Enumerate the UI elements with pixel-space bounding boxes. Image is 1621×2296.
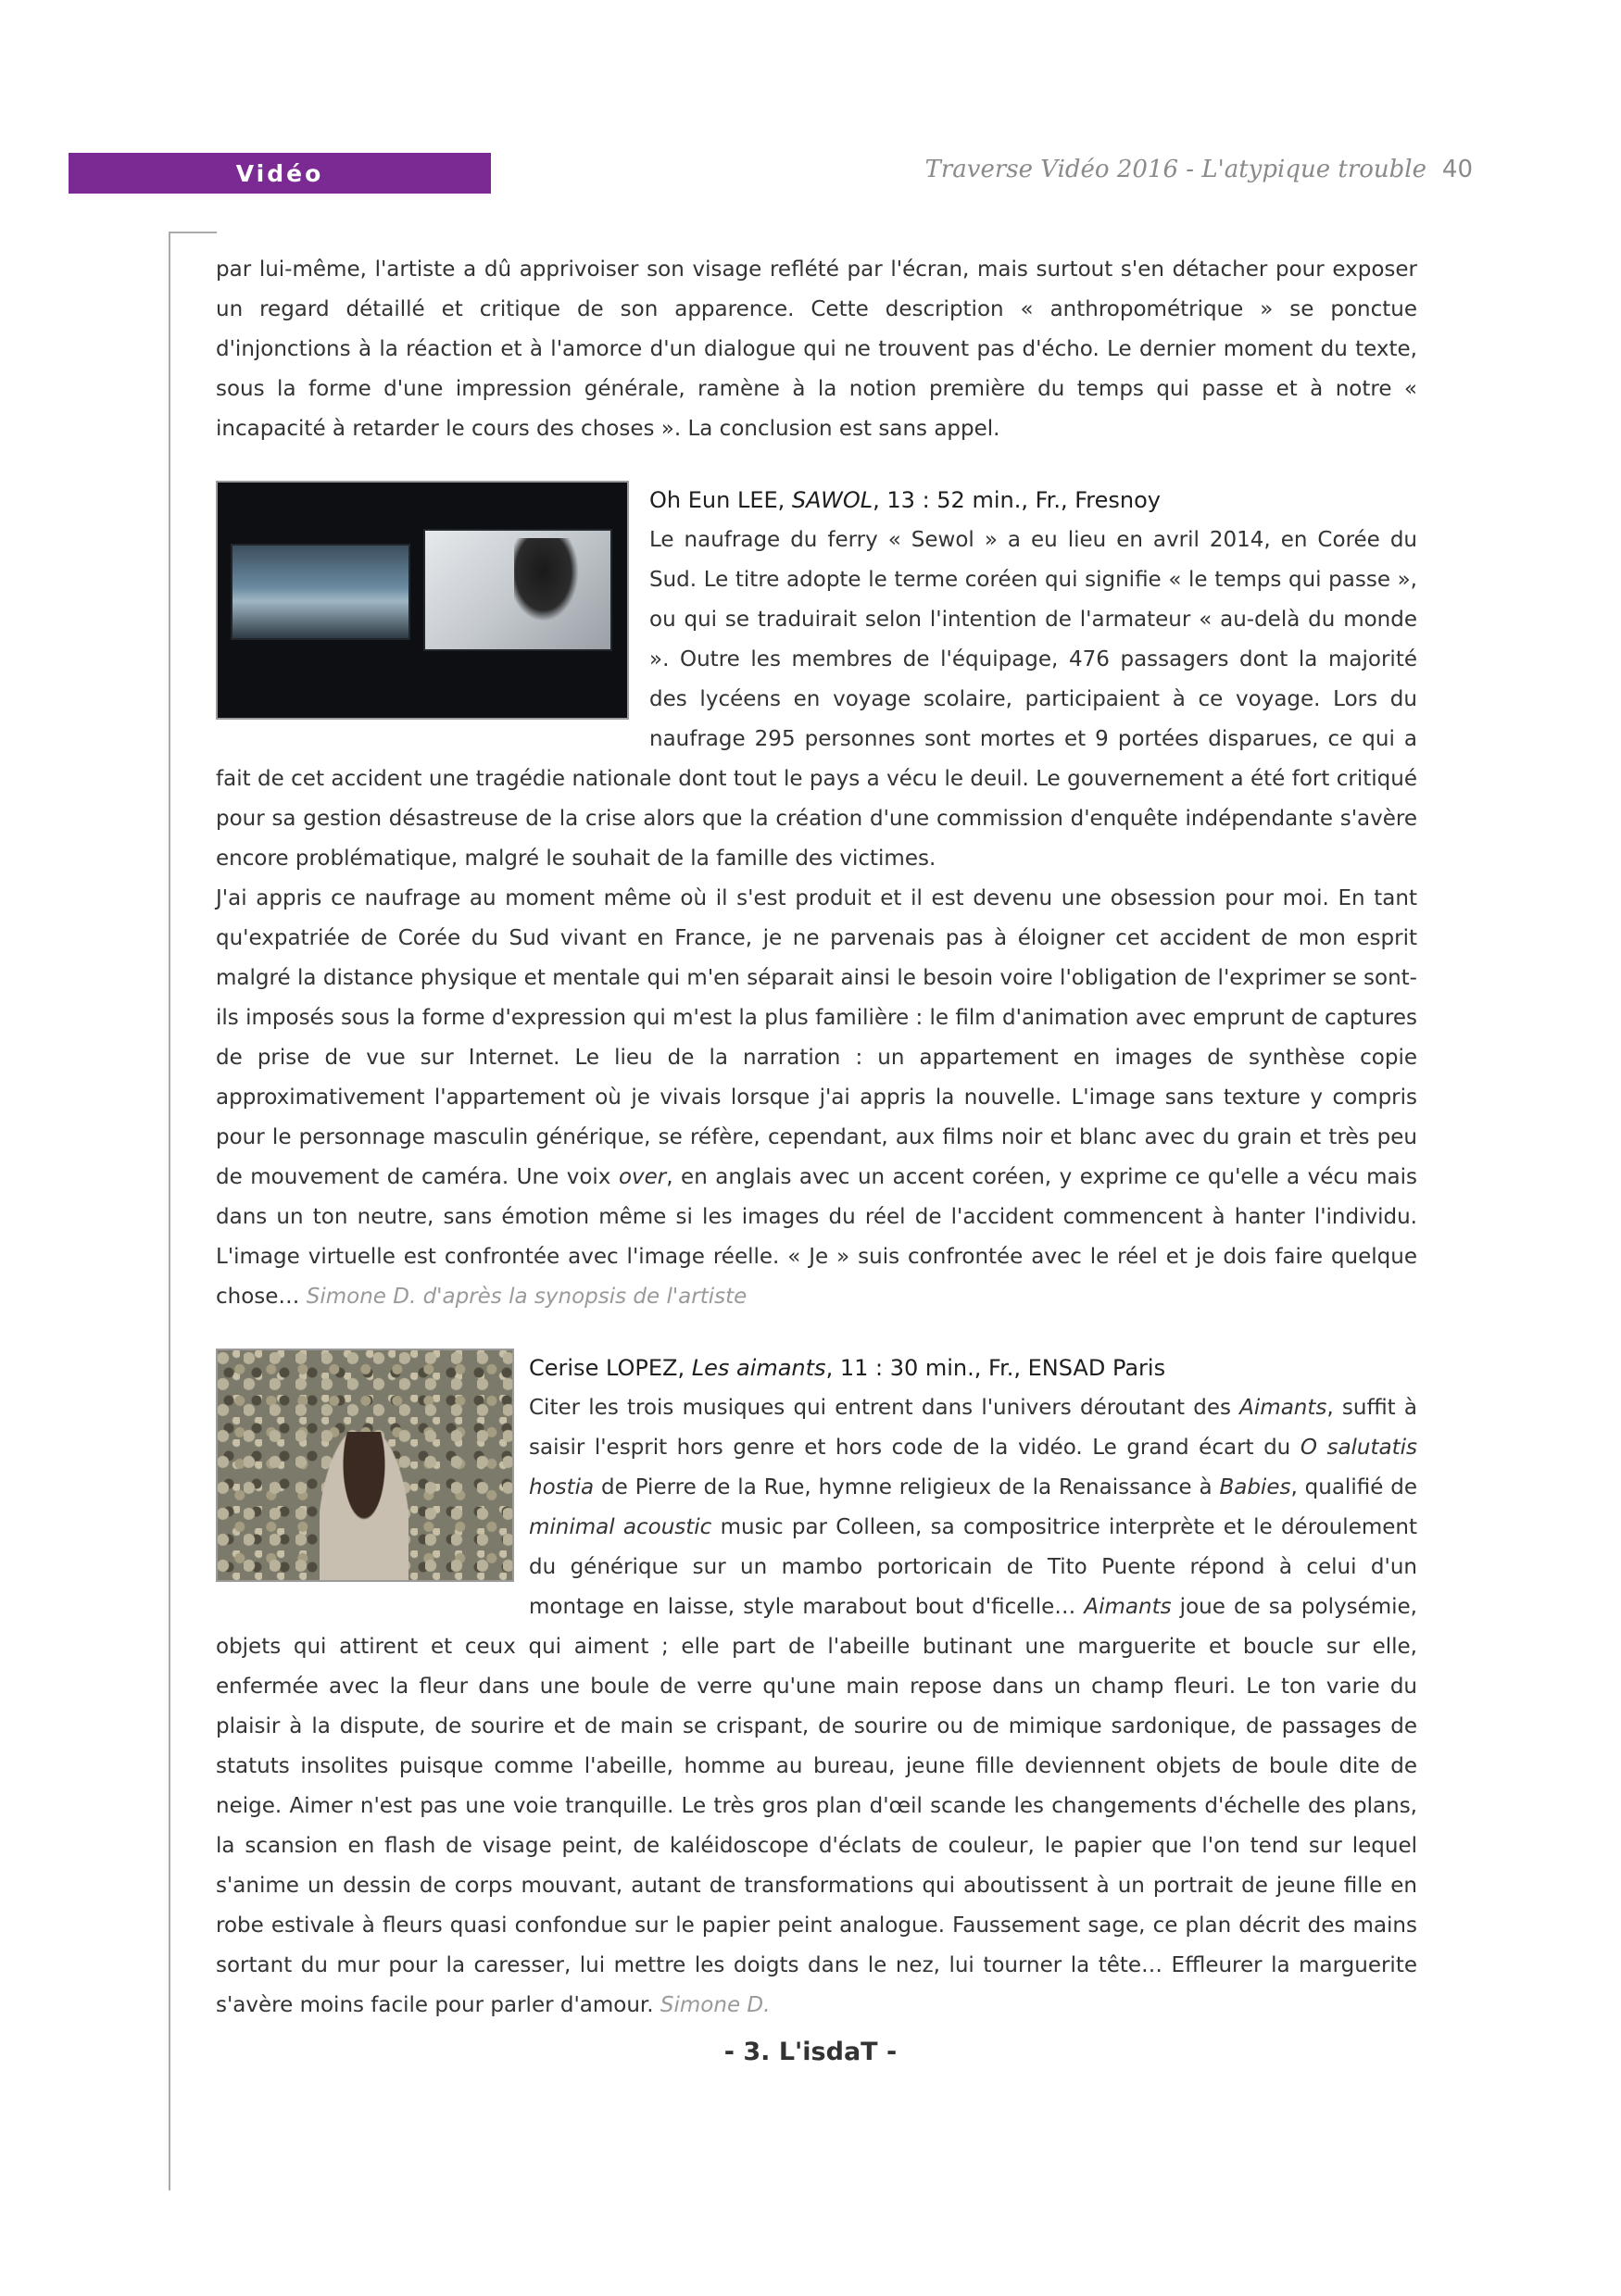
intro-paragraph: par lui-même, l'artiste a dû apprivoiser son visage reflété par l'écran, mais surtout s'en détacher pour exposer un regard détaillé et critique de son apparence. Cette description « anthropométrique » se ponctue d'injonctions à la réaction et à l'amorce d'un dialogue qui ne trouvent pas d'écho. Le dernier moment du texte, sous la forme d'une impression générale, ramène à la notion première du temps qui passe et à notre « incapacité à retarder le cours des choses ». La conclusion est sans appel.: [216, 257, 1417, 441]
text-run: joue de sa polysémie, objets qui attirent et ceux qui aiment ; elle part de l'abeille butinant une marguerite et boucle sur elle, enfermée avec la fleur dans une boule de verre qu'une main repose dans un champ fleuri. Le ton varie du plaisir à la dispute, de sourire et de main se crispant, de sourire ou de mimique sardonique, de passages de statuts insolites puisque comme l'abeille, homme au bureau, jeune fille deviennent objets de boule dite de neige. Aimer n'est pas une voie tranquille. Le très gros plan d'œil scande les changements d'échelle des plans, la scansion en flash de visage peint, de kaléidoscope d'éclats de couleur, le papier que l'on tend sur lequel s'anime un dessin de corps mouvant, autant de transformations qui aboutissent à un portrait de jeune fille en robe estivale à fleurs quasi confondue sur le papier peint analogue. Faussement sage, ce plan décrit des mains sortant du mur pour la caresser, lui mettre les doigts dans le nez, lui tourner la tête… Effleurer la marguerite s'avère moins facile pour parler d'amour.: [216, 1595, 1417, 2017]
sawol-credit: Simone D. d'après la synopsis de l'artiste: [306, 1285, 748, 1309]
entry-artist: Cerise LOPEZ,: [529, 1355, 692, 1381]
text-run: , en anglais avec un accent coréen, y exprime ce qu'elle a vécu mais dans un ton neutre, sans émotion même si les images du réel de l'accident commencent à hanter l'individu. L'image virtuelle est confrontée avec l'image réelle. « Je » suis confrontée avec le réel et je dois faire quelque chose…: [216, 1165, 1417, 1309]
text-emphasis: minimal acoustic: [529, 1515, 712, 1539]
entry-sawol: [216, 481, 1417, 1317]
margin-tick: [169, 232, 217, 233]
text-run: , suffit à saisir l'esprit hors genre et hors code de la vidéo. Le grand écart du: [529, 1396, 1417, 1460]
sawol-paragraph-1: Le naufrage du ferry « Sewol » a eu lieu en avril 2014, en Corée du Sud. Le titre adopte le terme coréen qui signifie « le temps qui passe », ou qui se traduirait selon l'intention de l'armateur « au-delà du monde ». Outre les membres de l'équipage, 476 passagers dont la majorité des lycéens en voyage scolaire, participaient à ce voyage. Lors du naufrage 295 personnes sont mortes et 9 portées disparues, ce qui a fait de cet accident une tragédie nationale dont tout le pays a vécu le deuil. Le gouvernement a été fort critiqué pour sa gestion désastreuse de la crise alors que la création d'une commission d'enquête indépendante s'avère encore problématique, malgré le souhait de la famille des victimes.: [216, 528, 1417, 871]
sawol-silhouette: [514, 538, 579, 621]
entry-les-aimants: [216, 1349, 1417, 2026]
les-aimants-still-image: [216, 1349, 514, 1582]
sawol-left-window: [231, 544, 410, 640]
text-emphasis: Aimants: [1239, 1396, 1327, 1420]
text-run: de Pierre de la Rue, hymne religieux de la Renaissance à: [594, 1475, 1220, 1499]
section-label: Vidéo: [69, 153, 491, 194]
text-run: , qualifié de: [1290, 1475, 1418, 1499]
entry-details: , 13 : 52 min., Fr., Fresnoy: [873, 487, 1161, 513]
sawol-still-image: [216, 481, 629, 720]
article-body: [216, 250, 1417, 2026]
entry-work-title: Les aimants: [691, 1355, 826, 1381]
margin-rule: [169, 232, 170, 2190]
les-aimants-credit: Simone D.: [660, 1993, 771, 2017]
text-emphasis: Babies: [1219, 1475, 1291, 1499]
text-run: music par Colleen, sa compositrice interprète et le déroulement du générique sur un mambo portoricain de Tito Puente répond à celui d'un montage en laisse, style marabout bout d'ficelle…: [529, 1515, 1418, 1619]
entry-details: , 11 : 30 min., Fr., ENSAD Paris: [825, 1355, 1166, 1381]
text-run: J'ai appris ce naufrage au moment même où il s'est produit et il est devenu une obsession pour moi. En tant qu'expatriée de Corée du Sud vivant en France, je ne parvenais pas à éloigner cet accident de mon esprit malgré la distance physique et mentale qui m'en séparait ainsi le besoin voire l'obligation de l'exprimer se sont-ils imposés sous la forme d'expression qui m'est la plus familière : le film d'animation avec emprunt de captures de prise de vue sur Internet. Le lieu de la narration : un appartement en images de synthèse copie approximativement l'appartement où je vivais lorsque j'ai appris la nouvelle. L'image sans texture y compris pour le personnage masculin générique, se réfère, cependant, aux films noir et blanc avec du grain et très peu de mouvement de caméra. Une voix: [216, 886, 1417, 1189]
page-footer: - 3. L'isdaT -: [723, 2038, 898, 2066]
page-number: 40: [1441, 156, 1473, 183]
text-emphasis: Aimants: [1084, 1595, 1172, 1619]
text-run: Citer les trois musiques qui entrent dans l'univers déroutant des: [529, 1396, 1240, 1420]
entry-artist: Oh Eun LEE,: [649, 487, 792, 513]
running-title: Traverse Vidéo 2016 - L'atypique trouble: [924, 156, 1426, 183]
text-emphasis: over: [618, 1165, 667, 1189]
les-aimants-portrait: [320, 1432, 408, 1580]
entry-work-title: SAWOL: [791, 487, 873, 513]
sawol-paragraph-2: [216, 879, 1417, 1317]
text-emphasis: O salutatis hostia: [529, 1436, 1418, 1499]
